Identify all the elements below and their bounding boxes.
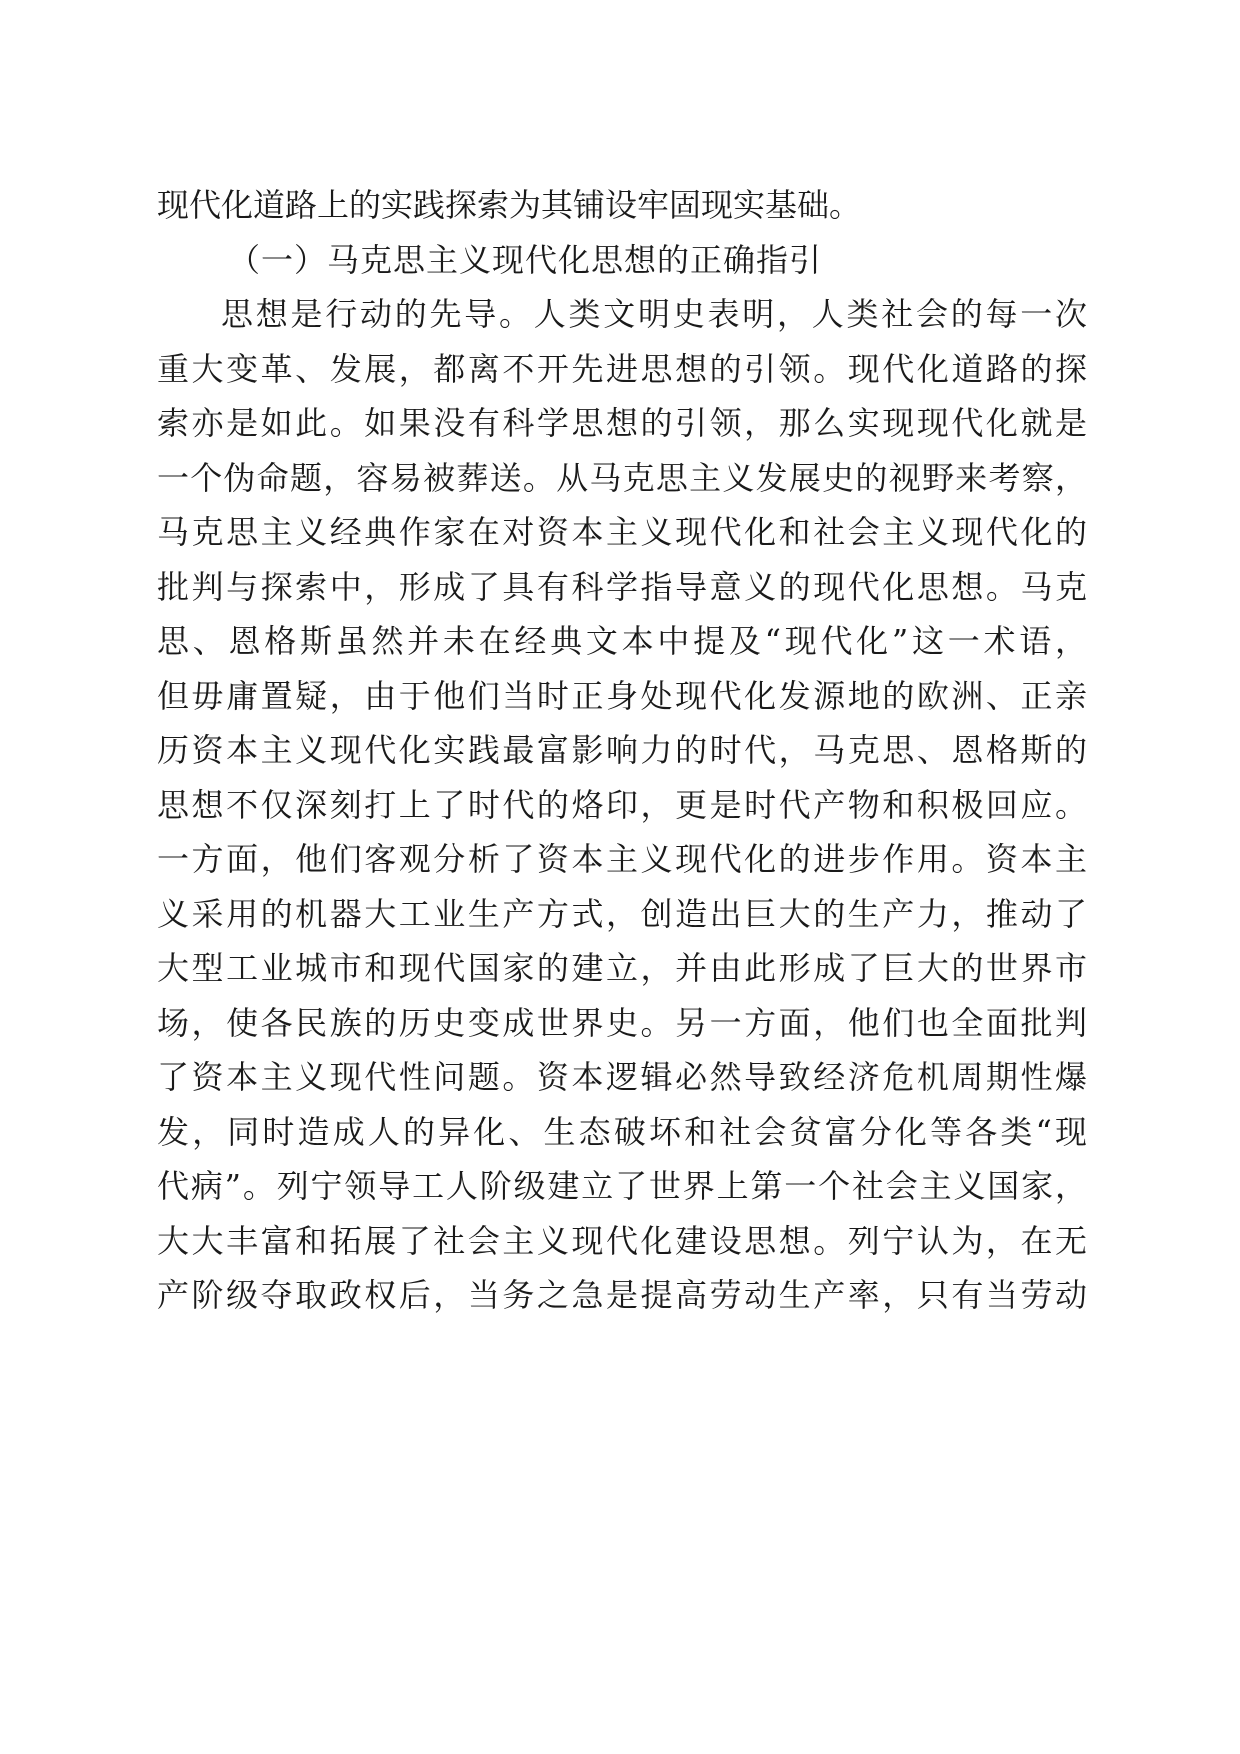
text-line: 发，同时造成人的异化、生态破坏和社会贫富分化等各类“现 <box>157 1112 1087 1151</box>
body-text <box>157 178 1087 1323</box>
text-line: 产阶级夺取政权后，当务之急是提高劳动生产率，只有当劳动 <box>157 1276 1087 1314</box>
text-line: 大型工业城市和现代国家的建立，并由此形成了巨大的世界市 <box>157 949 1087 987</box>
text-line: 索亦是如此。如果没有科学思想的引领，那么实现现代化就是 <box>157 404 1087 442</box>
section-heading: （一）马克思主义现代化思想的正确指引 <box>228 240 823 279</box>
text-line: 了资本主义现代性问题。资本逻辑必然导致经济危机周期性爆 <box>157 1058 1087 1096</box>
text-line: 一个伪命题，容易被葬送。从马克思主义发展史的视野来考察， <box>157 458 1087 497</box>
text-line: 思想是行动的先导。人类文明史表明，人类社会的每一次 <box>221 295 1087 333</box>
text-line: 马克思主义经典作家在对资本主义现代化和社会主义现代化的 <box>157 513 1087 551</box>
text-line: 但毋庸置疑，由于他们当时正身处现代化发源地的欧洲、正亲 <box>157 676 1087 715</box>
text-line: 批判与探索中，形成了具有科学指导意义的现代化思想。马克 <box>157 567 1087 606</box>
text-line: 思、恩格斯虽然并未在经典文本中提及“现代化”这一术语， <box>157 622 1087 660</box>
text-line: 重大变革、发展，都离不开先进思想的引领。现代化道路的探 <box>157 349 1087 388</box>
text-line: 思想不仅深刻打上了时代的烙印，更是时代产物和积极回应。 <box>157 785 1087 824</box>
text-line: 一方面，他们客观分析了资本主义现代化的进步作用。资本主 <box>157 840 1087 878</box>
text-line: 场，使各民族的历史变成世界史。另一方面，他们也全面批判 <box>157 1003 1087 1042</box>
text-line: 代病”。列宁领导工人阶级建立了世界上第一个社会主义国家， <box>157 1167 1087 1205</box>
text-line: 义采用的机器大工业生产方式，创造出巨大的生产力，推动了 <box>157 894 1087 933</box>
text-line: 现代化道路上的实践探索为其铺设牢固现实基础。 <box>157 186 862 224</box>
text-line: 大大丰富和拓展了社会主义现代化建设思想。列宁认为，在无 <box>157 1221 1087 1260</box>
text-line: 历资本主义现代化实践最富影响力的时代，马克思、恩格斯的 <box>157 731 1087 769</box>
